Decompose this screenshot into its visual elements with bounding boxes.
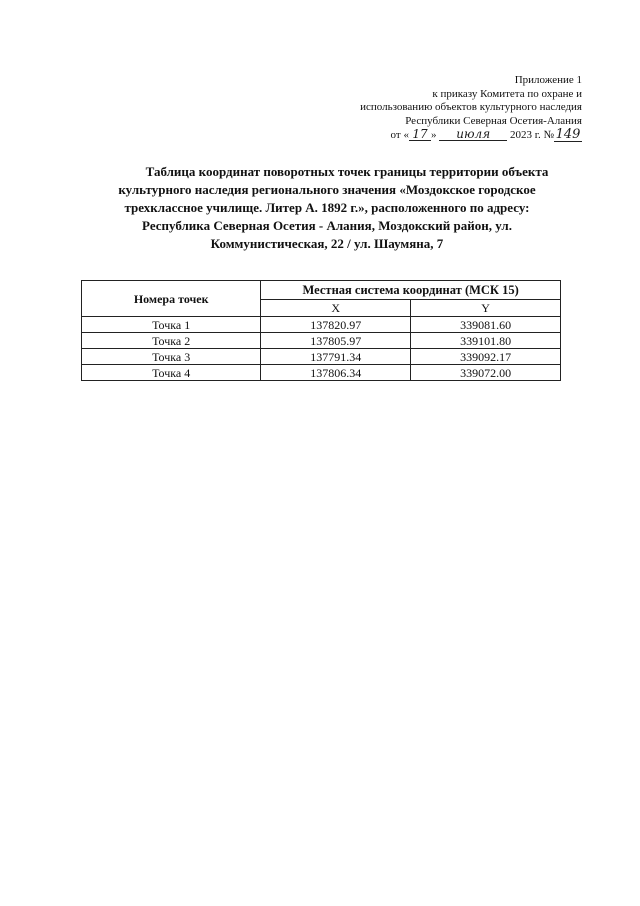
point-x: 137820.97 [261, 317, 411, 333]
order-prefix: от « [390, 129, 409, 141]
point-name: Точка 4 [82, 365, 261, 381]
appendix-order-ref: к приказу Комитета по охране и [432, 87, 582, 100]
header-y: Y [411, 300, 561, 317]
header-x: X [261, 300, 411, 317]
point-x: 137805.97 [261, 333, 411, 349]
point-name: Точка 3 [82, 349, 261, 365]
point-y: 339081.60 [411, 317, 561, 333]
header-coordinate-system: Местная система координат (МСК 15) [261, 281, 561, 300]
appendix-title: Приложение 1 [514, 74, 582, 86]
order-year: 2023 г. № [509, 129, 554, 141]
point-name: Точка 1 [82, 317, 261, 333]
appendix-committee-line: использованию объектов культурного наследия [360, 101, 582, 113]
point-y: 339092.17 [411, 349, 561, 365]
order-quote-close: » [430, 129, 437, 141]
point-x: 137791.34 [261, 349, 411, 365]
table-row [82, 317, 561, 333]
header-points: Номера точек [82, 281, 261, 317]
order-number-handwritten: 149 [555, 127, 581, 142]
order-day-handwritten: 17 [409, 128, 431, 141]
order-month-handwritten: июля [439, 128, 507, 141]
document-title: Таблица координат поворотных точек границы территории объекта культурного наследия регионального значения «Моздокское городское трехклассное училище. Литер А. 1892 г.», расположенного по адресу: Республика Северная Осетия - Алания, Моздокский район, ул. Коммунистическая, 22 / ул. Шаумяна, 7 [118, 164, 549, 251]
point-y: 339101.80 [411, 333, 561, 349]
point-name: Точка 2 [82, 333, 261, 349]
point-y: 339072.00 [411, 365, 561, 381]
coordinates-table [81, 280, 561, 381]
point-x: 137806.34 [261, 365, 411, 381]
order-date-line [282, 128, 582, 143]
table-header-row [82, 281, 561, 300]
table-row [82, 365, 561, 381]
appendix-block [282, 74, 582, 143]
table-row [82, 349, 561, 365]
appendix-republic-line: Республики Северная Осетия-Алания [405, 114, 582, 127]
table-row [82, 333, 561, 349]
